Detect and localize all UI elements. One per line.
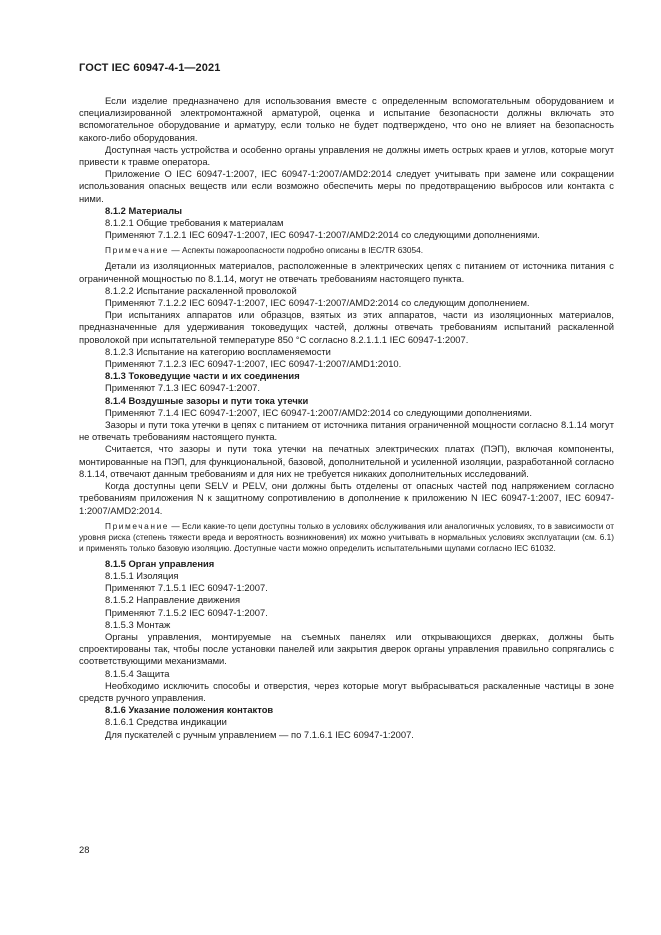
paragraph: Зазоры и пути тока утечки в цепях с питанием от источника питания ограниченной мощности согласно 8.1.14 могут не отвечать требованиям настоящего пункта. — [79, 419, 614, 443]
paragraph: Применяют 7.1.3 IEC 60947-1:2007. — [105, 382, 260, 394]
subsection-heading: 8.1.5.1 Изоляция — [105, 569, 179, 581]
paragraph: Приложение О IEC 60947-1:2007, IEC 60947-1:2007/AMD2:2014 следует учитывать при замене или сокращении использования опасных веществ или если возможно обеспечить меры по предотвращению выбросов или контакта с ними. — [79, 168, 614, 204]
paragraph: Применяют 7.1.2.1 IEC 60947-1:2007, IEC 60947-1:2007/AMD2:2014 со следующими дополнениями. — [105, 229, 540, 241]
paragraph: Необходимо исключить способы и отверстия, через которые могут выбрасываться раскаленные частицы в зоне средств ручного управления. — [79, 679, 614, 703]
paragraph: Применяют 7.1.2.3 IEC 60947-1:2007, IEC 60947-1:2007/AMD1:2010. — [105, 358, 402, 370]
paragraph: Считается, что зазоры и пути тока утечки на печатных электрических платах (ПЭП), включая компоненты, монтированные на ПЭП, для функциональной, базовой, дополнительной и усиленной изоляции, разработанной согласно 8.1.14, отвечают данным требованиям и для них не требуется никаких дополнительных исследований. — [79, 443, 614, 479]
section-heading: 8.1.3 Токоведущие части и их соединения — [105, 370, 300, 382]
paragraph: Применяют 7.1.2.2 IEC 60947-1:2007, IEC 60947-1:2007/AMD2:2014 со следующим дополнением. — [105, 297, 530, 309]
note — [79, 245, 614, 256]
subsection-heading: 8.1.2.1 Общие требования к материалам — [105, 217, 284, 229]
note — [79, 521, 614, 554]
paragraph: Применяют 7.1.5.2 IEC 60947-1:2007. — [105, 606, 268, 618]
document-header: ГОСТ IEC 60947-4-1—2021 — [79, 62, 221, 74]
section-heading: 8.1.6 Указание положения контактов — [105, 704, 274, 716]
note-text: — Аспекты пожароопасности подробно описаны в IEC/TR 63054. — [169, 245, 424, 256]
paragraph: Если изделие предназначено для использования вместе с определенным вспомогательным оборудованием и специализированной электромонтажной арматурой, оценка и испытание безопасности должны включать это вспомогательное оборудование и арматуру, если только не будет подтверждено, что оно не влияет на безопасность какого-либо оборудования. — [79, 95, 614, 143]
note-label: Примечание — [105, 245, 170, 256]
subsection-heading: 8.1.2.3 Испытание на категорию воспламеняемости — [105, 345, 331, 357]
subsection-heading: 8.1.5.2 Направление движения — [105, 594, 241, 606]
page-number: 28 — [79, 844, 90, 855]
subsection-heading: 8.1.5.3 Монтаж — [105, 618, 171, 630]
section-heading: 8.1.2 Материалы — [105, 204, 183, 216]
section-heading: 8.1.4 Воздушные зазоры и пути тока утечки — [105, 394, 309, 406]
subsection-heading: 8.1.5.4 Защита — [105, 667, 170, 679]
paragraph: Детали из изоляционных материалов, расположенные в электрических цепях с питанием от источника питания с ограниченной мощностью по 8.1.14, могут не отвечать требованиям настоящего пункта. — [79, 260, 614, 284]
paragraph: Применяют 7.1.5.1 IEC 60947-1:2007. — [105, 582, 268, 594]
document-body — [79, 95, 614, 741]
note-text: — Если какие-то цепи доступны только в условиях обслуживания или аналогичных условиях, то в зависимости от уровня риска (степень тяжести вреда и вероятность возникновения) их можно учитывать в нормальных условиях эксплуатации (см. 6.1) и применять только базовую изоляцию. Доступные части можно определить испытательными щупами согласно IEC 61032. — [79, 520, 614, 553]
subsection-heading: 8.1.2.2 Испытание раскаленной проволокой — [105, 284, 297, 296]
section-heading: 8.1.5 Орган управления — [105, 557, 215, 569]
subsection-heading: 8.1.6.1 Средства индикации — [105, 716, 227, 728]
note-label: Примечание — [105, 520, 170, 531]
paragraph: Для пускателей с ручным управлением — по 7.1.6.1 IEC 60947-1:2007. — [105, 728, 414, 740]
paragraph: Когда доступны цепи SELV и PELV, они должны быть отделены от опасных частей под напряжением согласно требованиям приложения N к защитному сопротивлению в дополнение к приложению N IEC 60947-1:2007, IEC 60947-1:2007/AMD2:2014. — [79, 480, 614, 516]
paragraph: При испытаниях аппаратов или образцов, взятых из этих аппаратов, части из изоляционных материалов, предназначенные для удерживания токоведущих частей, должны отвечать требованиям испытаний раскаленной проволокой при испытательной температуре 850 °С согласно 8.2.1.1.1 IEC 60947-1:2007. — [79, 309, 614, 345]
paragraph: Органы управления, монтируемые на съемных панелях или открывающихся дверках, должны быть спроектированы так, чтобы после установки панелей или закрытия дверок органы управления правильно сопрягались с соответствующими механизмами. — [79, 630, 614, 667]
paragraph: Доступная часть устройства и особенно органы управления не должны иметь острых краев и углов, которые могут привести к травме оператора. — [79, 143, 614, 168]
paragraph: Применяют 7.1.4 IEC 60947-1:2007, IEC 60947-1:2007/AMD2:2014 со следующими дополнениями. — [105, 406, 533, 418]
